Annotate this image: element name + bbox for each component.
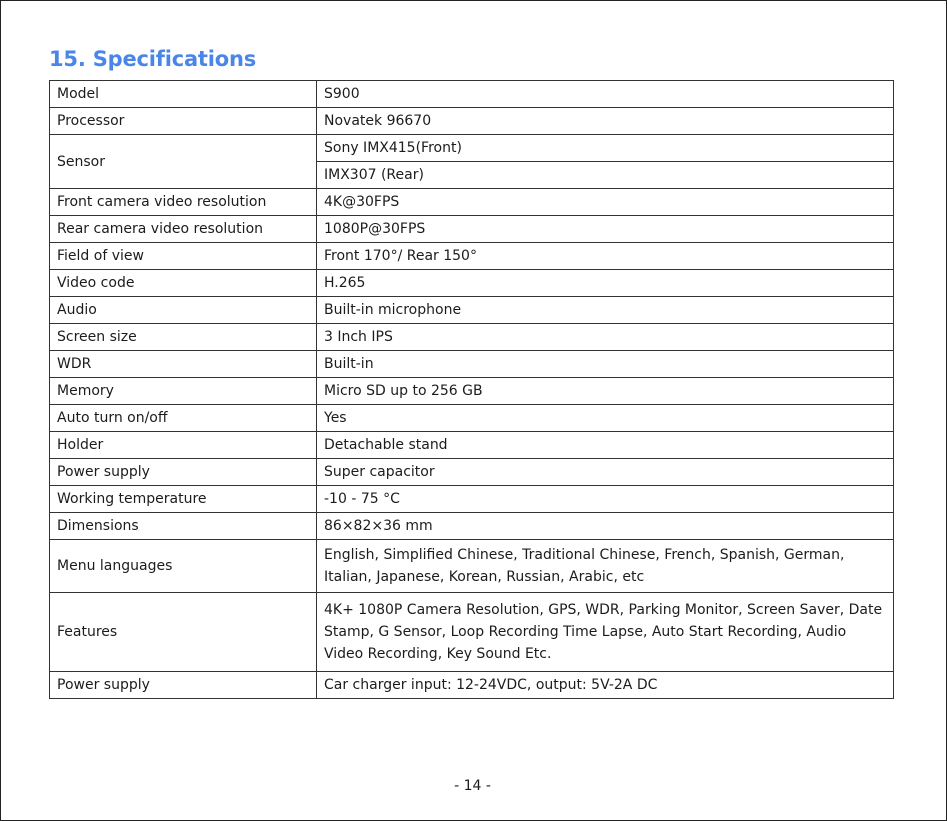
spec-value: Super capacitor <box>317 459 894 486</box>
spec-value: H.265 <box>317 270 894 297</box>
spec-row-model <box>50 81 894 108</box>
spec-value: IMX307 (Rear) <box>317 162 894 189</box>
spec-value: Car charger input: 12-24VDC, output: 5V-2A DC <box>317 672 894 699</box>
spec-label: Power supply <box>50 672 317 699</box>
spec-row-memory <box>50 378 894 405</box>
spec-label: Menu languages <box>50 540 317 593</box>
spec-label: Audio <box>50 297 317 324</box>
spec-row-rear-resolution <box>50 216 894 243</box>
spec-value: Built-in microphone <box>317 297 894 324</box>
spec-label: Video code <box>50 270 317 297</box>
spec-value: Sony IMX415(Front) <box>317 135 894 162</box>
spec-label: Screen size <box>50 324 317 351</box>
spec-row-dimensions <box>50 513 894 540</box>
spec-value: 3 Inch IPS <box>317 324 894 351</box>
spec-row-wdr <box>50 351 894 378</box>
spec-row-car-charger <box>50 672 894 699</box>
spec-value: Detachable stand <box>317 432 894 459</box>
page-number: - 14 - <box>454 778 491 794</box>
spec-label: Rear camera video resolution <box>50 216 317 243</box>
spec-value: Micro SD up to 256 GB <box>317 378 894 405</box>
spec-row-working-temperature <box>50 486 894 513</box>
spec-value: Yes <box>317 405 894 432</box>
spec-value: S900 <box>317 81 894 108</box>
spec-row-menu-languages <box>50 540 894 593</box>
spec-value: Built-in <box>317 351 894 378</box>
section-title: 15. Specifications <box>49 47 257 71</box>
spec-label: Sensor <box>50 135 317 189</box>
spec-label: Field of view <box>50 243 317 270</box>
spec-row-sensor <box>50 135 894 162</box>
spec-value: 1080P@30FPS <box>317 216 894 243</box>
specifications-table <box>49 80 894 699</box>
spec-label: Processor <box>50 108 317 135</box>
spec-row-auto-turn <box>50 405 894 432</box>
spec-label: Model <box>50 81 317 108</box>
spec-row-features <box>50 593 894 672</box>
spec-label: WDR <box>50 351 317 378</box>
spec-row-holder <box>50 432 894 459</box>
spec-label: Front camera video resolution <box>50 189 317 216</box>
spec-row-power-supply <box>50 459 894 486</box>
spec-row-screen-size <box>50 324 894 351</box>
spec-label: Dimensions <box>50 513 317 540</box>
spec-value: Front 170°/ Rear 150° <box>317 243 894 270</box>
spec-label: Holder <box>50 432 317 459</box>
spec-value: 86×82×36 mm <box>317 513 894 540</box>
spec-row-processor <box>50 108 894 135</box>
spec-row-video-code <box>50 270 894 297</box>
spec-row-field-of-view <box>50 243 894 270</box>
spec-value: 4K@30FPS <box>317 189 894 216</box>
spec-value: 4K+ 1080P Camera Resolution, GPS, WDR, Parking Monitor, Screen Saver, Date Stamp, G Sensor, Loop Recording Time Lapse, Auto Start Recording, Audio Video Recording, Key Sound Etc. <box>317 593 894 672</box>
spec-value: English, Simplified Chinese, Traditional Chinese, French, Spanish, German, Italian, Japanese, Korean, Russian, Arabic, etc <box>317 540 894 593</box>
spec-label: Working temperature <box>50 486 317 513</box>
spec-row-front-resolution <box>50 189 894 216</box>
spec-row-audio <box>50 297 894 324</box>
spec-label: Features <box>50 593 317 672</box>
spec-label: Power supply <box>50 459 317 486</box>
spec-label: Auto turn on/off <box>50 405 317 432</box>
spec-label: Memory <box>50 378 317 405</box>
spec-value: -10 - 75 °C <box>317 486 894 513</box>
spec-value: Novatek 96670 <box>317 108 894 135</box>
